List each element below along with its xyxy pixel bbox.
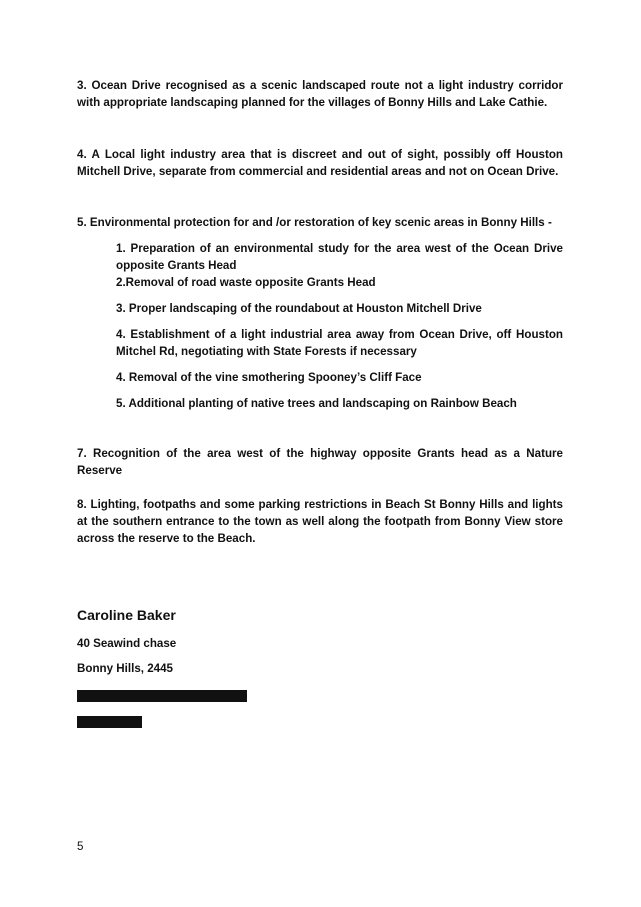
paragraph-8: 8. Lighting, footpaths and some parking restrictions in Beach St Bonny Hills and lights at the southern entrance to the town as well along the footpath from Bonny View store across the reserve to the Beach. xyxy=(77,498,563,545)
paragraph-7: 7. Recognition of the area west of the highway opposite Grants head as a Nature Reserve xyxy=(77,447,563,477)
paragraph-5: 5. Environmental protection for and /or restoration of key scenic areas in Bonny Hills - xyxy=(77,216,552,229)
list-item: 5. Additional planting of native trees and landscaping on Rainbow Beach xyxy=(116,397,517,410)
list-item: 3. Proper landscaping of the roundabout at Houston Mitchell Drive xyxy=(116,302,482,315)
paragraph-3: 3. Ocean Drive recognised as a scenic landscaped route not a light industry corridor with appropriate landscaping planned for the villages of Bonny Hills and Lake Cathie. xyxy=(77,79,563,109)
page-number: 5 xyxy=(77,840,84,853)
list-item: 2.Removal of road waste opposite Grants Head xyxy=(116,276,376,289)
list-item: 4. Establishment of a light industrial area away from Ocean Drive, off Houston Mitchel Rd, negotiating with State Forests if necessary xyxy=(116,328,563,358)
paragraph-4: 4. A Local light industry area that is discreet and out of sight, possibly off Houston Mitchell Drive, separate from commercial and residential areas and not on Ocean Drive. xyxy=(77,148,563,178)
list-item: 1. Preparation of an environmental study for the area west of the Ocean Drive opposite Grants Head xyxy=(116,242,563,272)
redaction-bar xyxy=(77,690,247,702)
signature-name: Caroline Baker xyxy=(77,607,176,623)
redaction-bar xyxy=(77,716,142,728)
signature-street: 40 Seawind chase xyxy=(77,637,177,650)
signature-town: Bonny Hills, 2445 xyxy=(77,662,174,675)
list-item: 4. Removal of the vine smothering Spooney’s Cliff Face xyxy=(116,371,422,384)
